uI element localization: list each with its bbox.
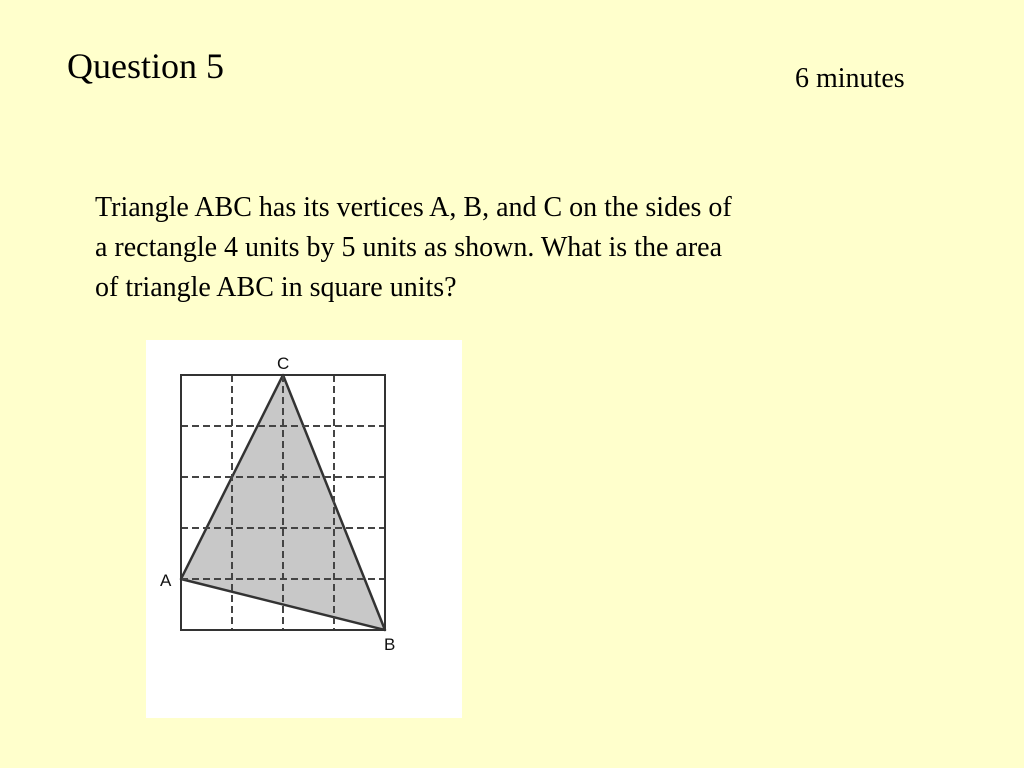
problem-line: a rectangle 4 units by 5 units as shown. What is the area	[95, 232, 722, 263]
problem-line: Triangle ABC has its vertices A, B, and C on the sides of	[95, 192, 732, 223]
vertex-label-a: A	[160, 571, 172, 590]
slide-title: Question 5	[67, 46, 224, 86]
timer-label: 6 minutes	[795, 63, 905, 94]
vertex-label-b: B	[384, 635, 396, 654]
problem-line: of triangle ABC in square units?	[95, 272, 457, 303]
triangle-figure	[146, 340, 462, 718]
triangle-diagram	[146, 340, 462, 718]
problem-statement	[95, 188, 895, 308]
vertex-label-c: C	[277, 354, 290, 373]
